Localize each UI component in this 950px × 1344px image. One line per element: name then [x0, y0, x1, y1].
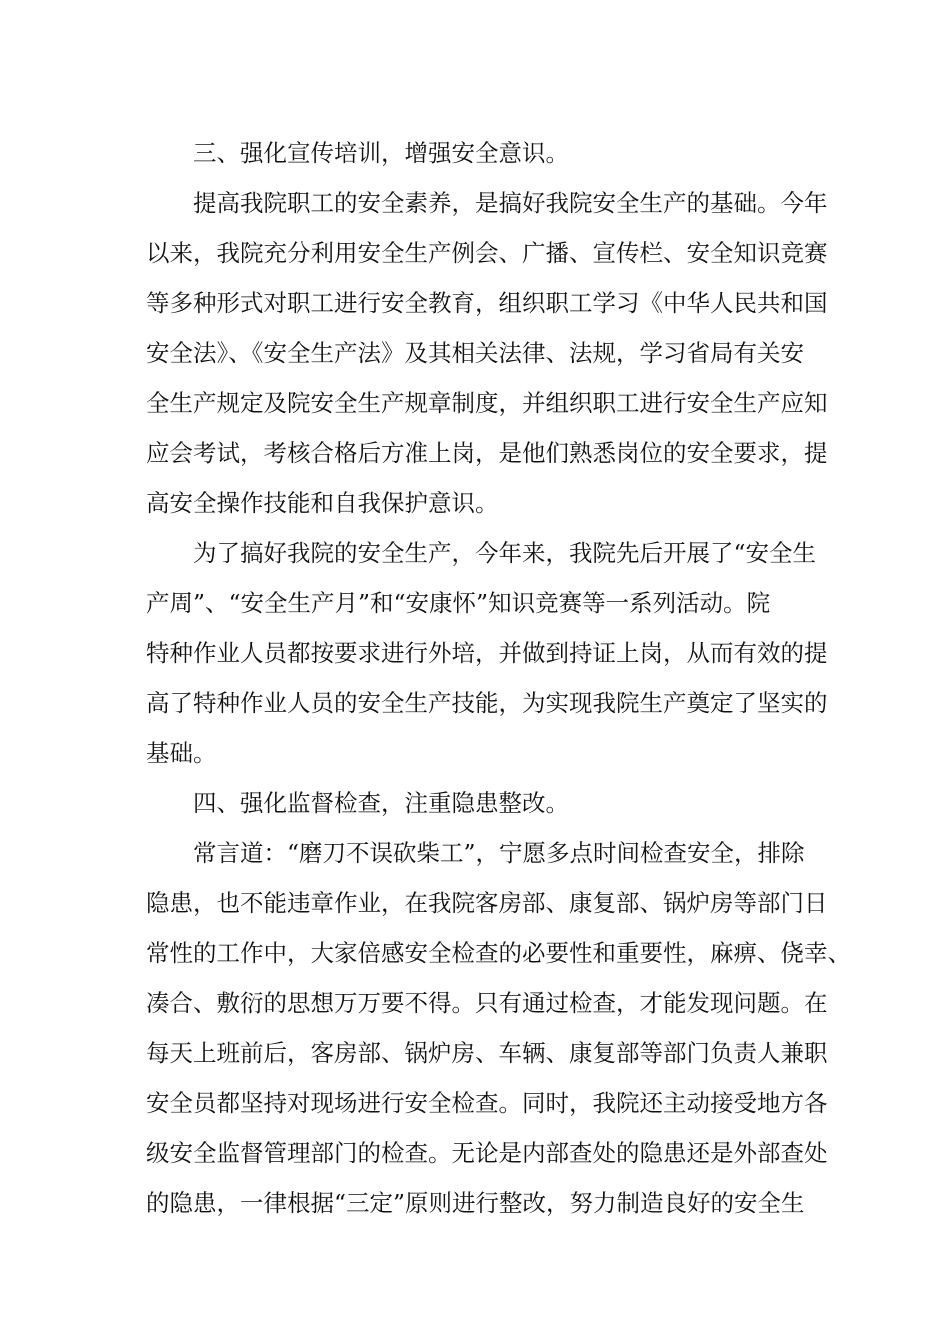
paragraph-line: 每天上班前后，客房部、锅炉房、车辆、康复部等部门负责人兼职	[146, 1039, 828, 1067]
section-heading-3: 三、强化宣传培训，增强安全意识。	[193, 139, 569, 167]
paragraph-line: 常性的工作中，大家倍感安全检查的必要性和重要性，麻痹、侥幸、	[146, 939, 851, 967]
paragraph-line: 基础。	[146, 739, 217, 767]
paragraph-line: 产周”、“安全生产月”和“安康怀”知识竞赛等一系列活动。院	[146, 589, 771, 617]
paragraph-line: 应会考试，考核合格后方准上岗，是他们熟悉岗位的安全要求，提	[146, 439, 828, 467]
paragraph-line: 的隐患，一律根据“三定”原则进行整改，努力制造良好的安全生	[146, 1189, 805, 1217]
paragraph-line: 等多种形式对职工进行安全教育，组织职工学习《中华人民共和国	[146, 289, 828, 317]
paragraph-line: 高了特种作业人员的安全生产技能，为实现我院生产奠定了坚实的	[146, 689, 828, 717]
paragraph-line: 隐患，也不能违章作业，在我院客房部、康复部、锅炉房等部门日	[146, 889, 828, 917]
paragraph-line: 高安全操作技能和自我保护意识。	[146, 489, 499, 517]
paragraph-line: 全生产规定及院安全生产规章制度，并组织职工进行安全生产应知	[146, 389, 828, 417]
paragraph-line: 级安全监督管理部门的检查。无论是内部查处的隐患还是外部查处	[146, 1139, 828, 1167]
section-heading-4: 四、强化监督检查，注重隐患整改。	[193, 789, 569, 817]
paragraph-line: 特种作业人员都按要求进行外培，并做到持证上岗，从而有效的提	[146, 639, 828, 667]
document-body	[146, 128, 851, 1228]
paragraph-line: 以来，我院充分利用安全生产例会、广播、宣传栏、安全知识竞赛	[146, 239, 828, 267]
paragraph-line: 提高我院职工的安全素养，是搞好我院安全生产的基础。今年	[193, 189, 828, 217]
paragraph-line: 为了搞好我院的安全生产，今年来，我院先后开展了“安全生	[193, 539, 817, 567]
paragraph-line: 安全员都坚持对现场进行安全检查。同时，我院还主动接受地方各	[146, 1089, 828, 1117]
paragraph-line: 常言道：“磨刀不误砍柴工”，宁愿多点时间检查安全，排除	[193, 839, 805, 867]
paragraph-line: 凑合、敷衍的思想万万要不得。只有通过检查，才能发现问题。在	[146, 989, 828, 1017]
paragraph-line: 安全法》、《安全生产法》及其相关法律、法规，学习省局有关安	[146, 339, 804, 367]
